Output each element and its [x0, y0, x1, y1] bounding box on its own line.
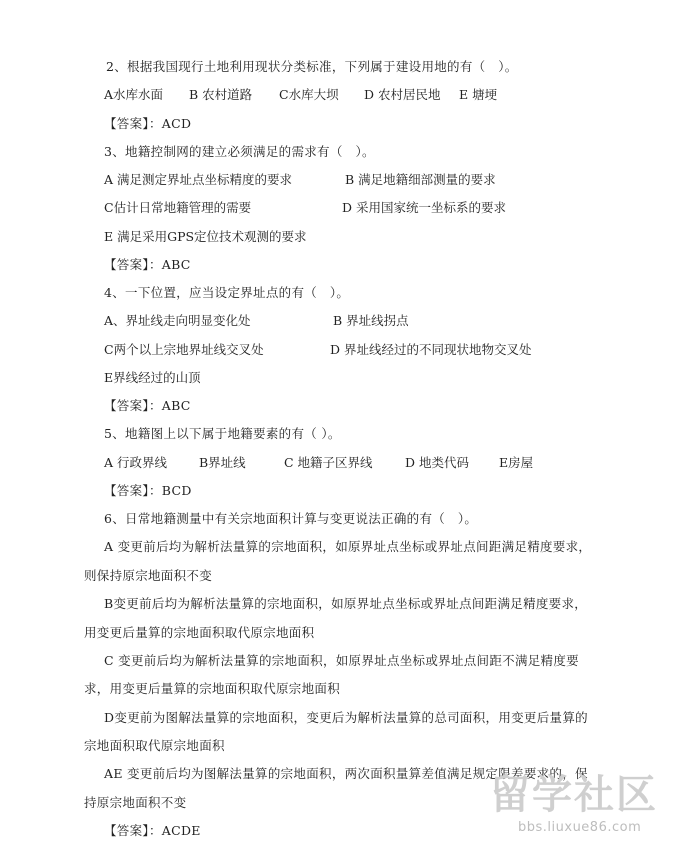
q4-option-e: E界线经过的山顶: [104, 370, 201, 385]
q3-option-d: D 采用国家统一坐标系的要求: [342, 200, 506, 215]
q2-option-b: B 农村道路: [189, 87, 253, 102]
q6-answer: 【答案】：ACDE: [104, 823, 201, 838]
q5-option-b: B界址线: [199, 455, 246, 470]
q3-answer: 【答案】：ABC: [104, 257, 191, 272]
q5-stem: 5、地籍图上以下属于地籍要素的有（ ）。: [104, 426, 341, 441]
q3-option-e: E 满足采用GPS定位技术观测的要求: [104, 229, 307, 244]
q6-line-4: 用变更后量算的宗地面积取代原宗地面积: [84, 625, 315, 640]
q6-line-9: AE 变更前后均为图解法量算的宗地面积，两次面积量算差值满足规定限差要求的，保: [104, 766, 588, 781]
q4-stem: 4、一下位置，应当设定界址点的有（ ）。: [104, 285, 350, 300]
q5-option-d: D 地类代码: [405, 455, 469, 470]
q6-line-2: 则保持原宗地面积不变: [84, 568, 213, 583]
q6-line-8: 宗地面积取代原宗地面积: [84, 738, 225, 753]
q4-option-c: C两个以上宗地界址线交叉处: [104, 342, 264, 357]
q3-option-b: B 满足地籍细部测量的要求: [345, 172, 496, 187]
watermark-url: bbs.liuxue86.com: [518, 820, 642, 835]
q3-option-c: C估计日常地籍管理的需要: [104, 200, 252, 215]
q5-option-c: C 地籍子区界线: [284, 455, 373, 470]
q2-option-e: E 塘埂: [459, 87, 498, 102]
q2-answer: 【答案】：ACD: [104, 116, 192, 131]
q2-stem: 2、根据我国现行土地利用现状分类标准，下列属于建设用地的有（ ）。: [106, 59, 518, 74]
q3-stem: 3、地籍控制网的建立必须满足的需求有（ ）。: [104, 144, 375, 159]
q5-answer: 【答案】：BCD: [104, 483, 192, 498]
q6-stem: 6、日常地籍测量中有关宗地面积计算与变更说法正确的有（ ）。: [104, 511, 478, 526]
q6-line-6: 求，用变更后量算的宗地面积取代原宗地面积: [84, 681, 341, 696]
q2-option-d: D 农村居民地: [364, 87, 441, 102]
q6-line-1: A 变更前后均为解析法量算的宗地面积，如原界址点坐标或界址点间距满足精度要求，: [104, 539, 592, 554]
q6-line-10: 持原宗地面积不变: [84, 795, 187, 810]
q6-line-5: C 变更前后均为解析法量算的宗地面积，如原界址点坐标或界址点间距不满足精度要: [104, 653, 579, 668]
q3-option-a: A 满足测定界址点坐标精度的要求: [104, 172, 293, 187]
site-watermark: [470, 772, 670, 842]
q4-option-a: A、界址线走向明显变化处: [104, 313, 251, 328]
q4-option-d: D 界址线经过的不同现状地物交叉处: [330, 342, 532, 357]
q6-line-7: D变更前为图解法量算的宗地面积，变更后为解析法量算的总司面积，用变更后量算的: [104, 710, 588, 725]
q5-option-e: E房屋: [499, 455, 534, 470]
q2-option-c: C水库大坝: [279, 87, 339, 102]
q4-option-b: B 界址线拐点: [333, 313, 409, 328]
q2-option-a: A水库水面: [104, 87, 164, 102]
q5-option-a: A 行政界线: [104, 455, 168, 470]
q4-answer: 【答案】：ABC: [104, 398, 191, 413]
watermark-logo-text: 留学社区: [490, 772, 658, 818]
q6-line-3: B变更前后均为解析法量算的宗地面积，如原界址点坐标或界址点间距满足精度要求，: [104, 596, 588, 611]
